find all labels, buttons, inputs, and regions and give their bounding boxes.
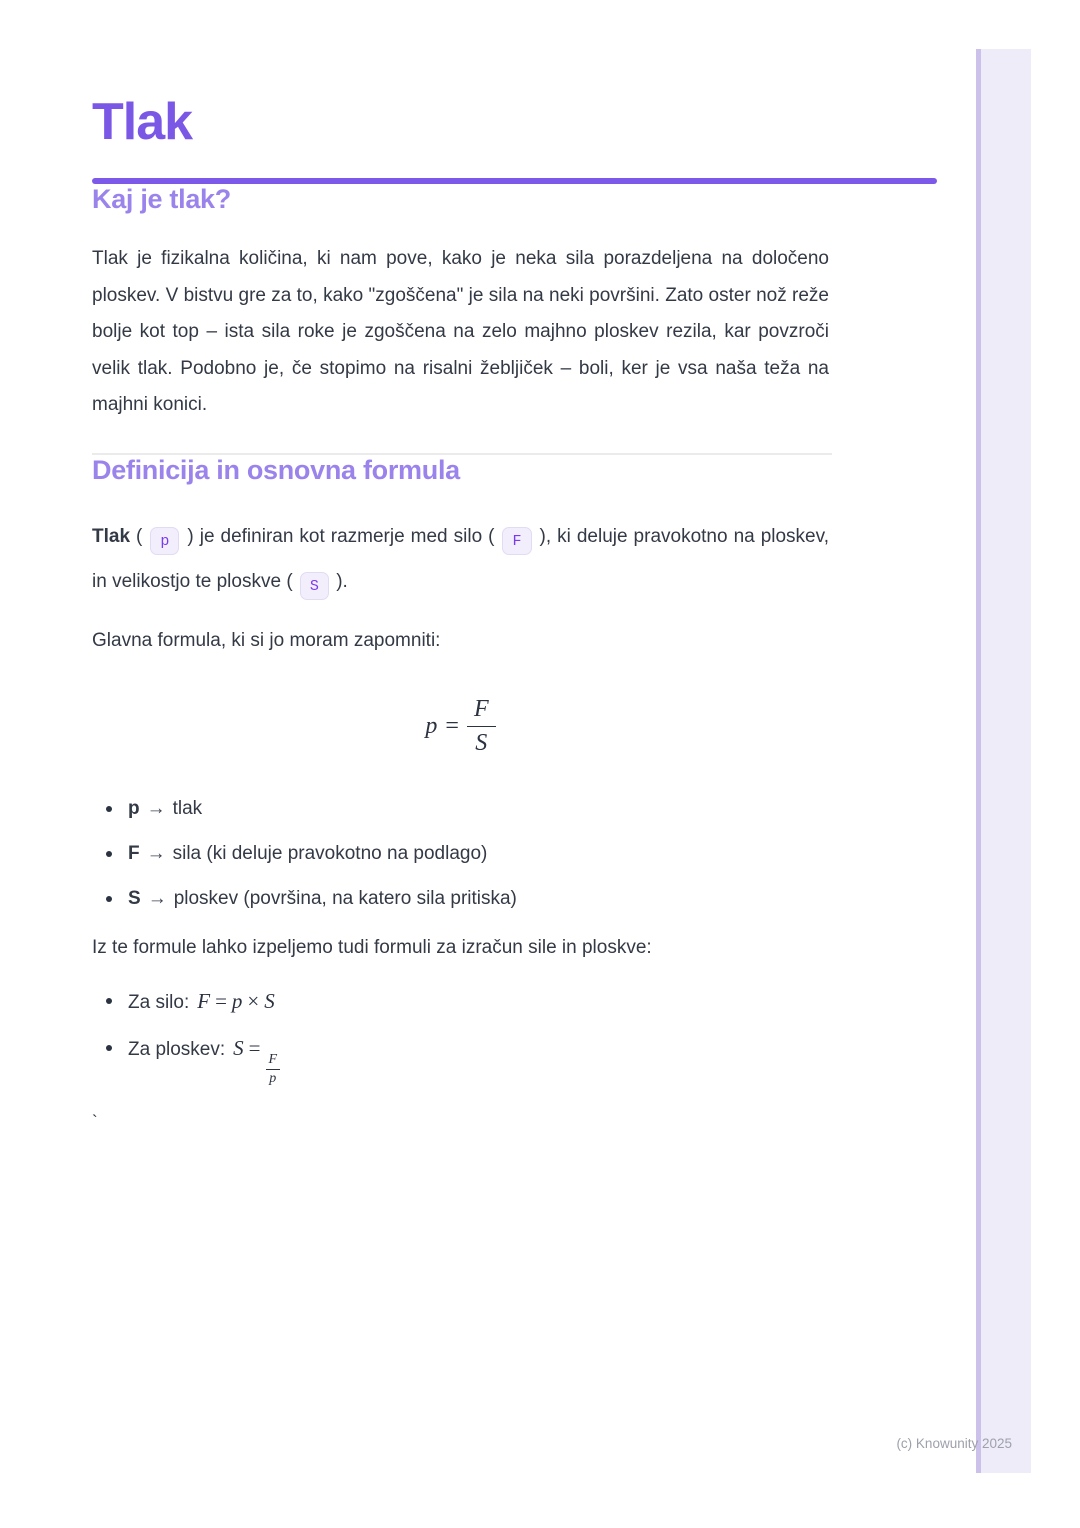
math-var: p xyxy=(231,988,243,1013)
fraction-denominator: p xyxy=(269,1070,277,1086)
list-item xyxy=(106,887,826,911)
derived-area-formula xyxy=(233,1035,280,1086)
legend-symbol: S xyxy=(128,887,141,909)
derived-force-entry xyxy=(128,989,275,1015)
section-heading-definicija: Definicija in osnovna formula xyxy=(92,454,460,485)
derived-area-entry xyxy=(128,1036,280,1086)
math-op: = xyxy=(215,988,227,1013)
formula-equals: = xyxy=(445,712,459,739)
symbol-legend-list xyxy=(92,797,826,911)
arrow-right-icon: → xyxy=(146,797,166,819)
fraction-numerator: F xyxy=(266,1053,281,1070)
list-item xyxy=(106,797,826,821)
legend-entry xyxy=(128,797,202,821)
scrollbar[interactable] xyxy=(976,49,1031,1473)
page-title: Tlak xyxy=(92,93,193,151)
arrow-right-icon: → xyxy=(147,887,167,909)
formula-denominator: S xyxy=(475,729,488,756)
bullet-icon xyxy=(106,851,112,857)
bullet-icon xyxy=(106,896,112,902)
legend-text: ploskev (površina, na katero sila pritiska) xyxy=(173,887,517,909)
math-var: S xyxy=(233,1035,244,1060)
bullet-icon xyxy=(106,806,112,812)
list-item xyxy=(106,842,826,866)
formula-numerator: F xyxy=(467,696,496,727)
math-op: × xyxy=(247,988,260,1013)
formula-fraction xyxy=(467,696,496,757)
definition-paragraph xyxy=(92,514,829,604)
definition-text: ( xyxy=(130,525,149,547)
section-heading-kaj-je-tlak: Kaj je tlak? xyxy=(92,184,231,214)
legend-symbol: F xyxy=(128,842,140,864)
definition-text: ), ki deluje pravokotno na ploskev, in velikostjo te ploskve ( xyxy=(92,525,829,592)
legend-text: tlak xyxy=(172,797,203,819)
arrow-right-icon: → xyxy=(146,842,166,864)
derived-label: Za ploskev: xyxy=(128,1038,226,1060)
derived-label: Za silo: xyxy=(128,991,190,1013)
list-item xyxy=(106,1036,826,1086)
document-page xyxy=(92,0,937,1132)
bullet-icon xyxy=(106,998,112,1004)
formula-lead-text: Glavna formula, ki si jo moram zapomniti: xyxy=(92,629,441,651)
legend-entry xyxy=(128,887,517,911)
main-formula xyxy=(92,696,829,757)
copyright-footer: (c) Knowunity 2025 xyxy=(896,1436,1012,1451)
inline-code-S: S xyxy=(300,572,329,600)
inline-fraction xyxy=(266,1053,281,1086)
intro-paragraph: Tlak je fizikalna količina, ki nam pove, kako je neka sila porazdeljena na določeno ploskev. V bistvu gre za to, kako "zgoščena" je sila na neki površini. Zato oster nož reže bolje kot top – ista sila roke je zgoščena na zelo majhno ploskev rezila, kar povzroči velik tlak. Podobno je, če stopimo na risalni žebljiček – boli, ker je vsa naša teža na majhni konici. xyxy=(92,248,829,415)
derived-formulas-list xyxy=(92,989,826,1086)
inline-code-p: p xyxy=(150,527,179,555)
list-item xyxy=(106,989,826,1015)
math-var: F xyxy=(197,988,211,1013)
definition-term: Tlak xyxy=(92,525,131,547)
legend-text: sila (ki deluje pravokotno na podlago) xyxy=(172,842,488,864)
bullet-icon xyxy=(106,1045,112,1051)
legend-entry xyxy=(128,842,487,866)
math-op: = xyxy=(248,1035,261,1060)
stray-backtick-mark: ` xyxy=(92,1111,98,1131)
derived-force-formula xyxy=(197,989,275,1013)
math-var: S xyxy=(264,988,275,1013)
inline-code-F: F xyxy=(502,527,531,555)
derived-lead-text: Iz te formule lahko izpeljemo tudi formuli za izračun sile in ploskve: xyxy=(92,936,652,958)
definition-text: ) je definiran kot razmerje med silo ( xyxy=(181,525,501,547)
formula-lhs: p xyxy=(425,712,438,739)
legend-symbol: p xyxy=(128,797,140,819)
definition-text: ). xyxy=(330,570,348,592)
